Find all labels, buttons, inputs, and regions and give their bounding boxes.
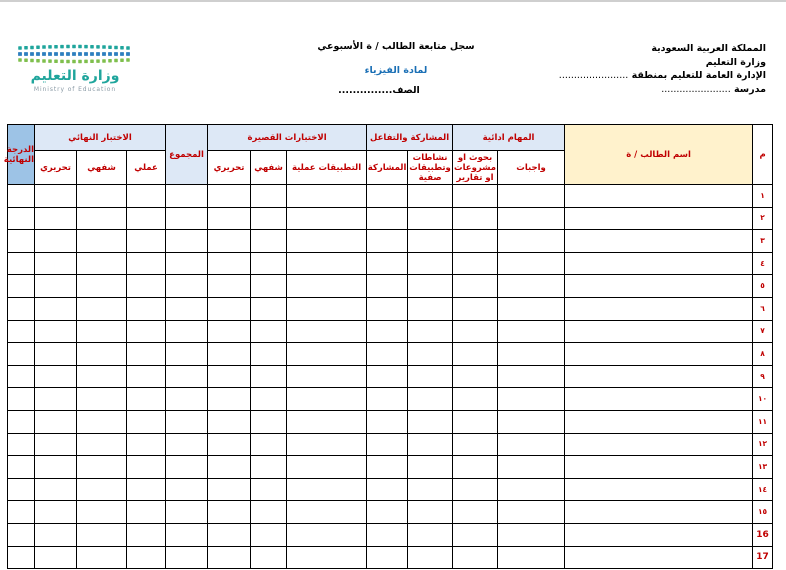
grade-cell[interactable]: [8, 433, 35, 456]
grade-cell[interactable]: [367, 388, 408, 411]
row-number: 17: [753, 546, 773, 569]
grade-cell[interactable]: [77, 297, 127, 320]
grade-cell[interactable]: [367, 343, 408, 366]
grade-cell[interactable]: [287, 501, 367, 524]
grade-cell[interactable]: [367, 523, 408, 546]
grade-cell[interactable]: [287, 275, 367, 298]
grade-cell[interactable]: [35, 185, 77, 208]
grade-cell[interactable]: [208, 410, 251, 433]
grade-cell[interactable]: [127, 252, 166, 275]
table-row: [8, 185, 773, 208]
grade-cell[interactable]: [408, 456, 453, 479]
header-final-exam: الاختبار النهائي: [35, 125, 166, 151]
student-name-cell[interactable]: [565, 252, 753, 275]
grade-cell[interactable]: [35, 320, 77, 343]
table-row: [8, 365, 773, 388]
grade-cell[interactable]: [127, 297, 166, 320]
row-number: ١٠: [753, 388, 773, 411]
grade-cell[interactable]: [77, 252, 127, 275]
grade-cell[interactable]: [453, 207, 498, 230]
grade-cell[interactable]: [208, 523, 251, 546]
grade-cell[interactable]: [77, 230, 127, 253]
grade-cell[interactable]: [287, 297, 367, 320]
class-field: الصف...............: [338, 85, 420, 96]
header-kingdom: المملكة العربية السعودية: [651, 43, 766, 54]
grade-cell[interactable]: [8, 388, 35, 411]
grade-cell[interactable]: [127, 185, 166, 208]
directorate-dots: .......................: [558, 70, 629, 81]
grade-cell[interactable]: [498, 365, 565, 388]
grade-cell[interactable]: [408, 207, 453, 230]
grade-cell[interactable]: [208, 230, 251, 253]
grade-cell[interactable]: [166, 230, 208, 253]
header-right-block: [526, 42, 766, 96]
grade-cell[interactable]: [35, 275, 77, 298]
student-name-cell[interactable]: [565, 523, 753, 546]
grade-cell[interactable]: [287, 478, 367, 501]
sub-participation: المشاركة: [367, 151, 408, 185]
grade-cell[interactable]: [498, 546, 565, 569]
table-row: [8, 523, 773, 546]
grade-cell[interactable]: [127, 523, 166, 546]
header-total: المجموع: [166, 125, 208, 185]
grade-cell[interactable]: [367, 410, 408, 433]
grade-cell[interactable]: [166, 275, 208, 298]
grade-cell[interactable]: [208, 365, 251, 388]
header-student-name: اسم الطالب / ة: [565, 125, 753, 185]
grade-cell[interactable]: [35, 343, 77, 366]
grade-cell[interactable]: [287, 365, 367, 388]
header-final-grade: الدرجة النهائية: [8, 125, 35, 185]
grade-cell[interactable]: [453, 388, 498, 411]
grade-cell[interactable]: [77, 546, 127, 569]
grade-cell[interactable]: [8, 185, 35, 208]
grade-cell[interactable]: [127, 478, 166, 501]
student-name-cell[interactable]: [565, 410, 753, 433]
row-number: ٢: [753, 207, 773, 230]
grade-cell[interactable]: [408, 275, 453, 298]
grade-cell[interactable]: [127, 320, 166, 343]
grade-cell[interactable]: [367, 546, 408, 569]
grade-cell[interactable]: [408, 365, 453, 388]
grade-cell[interactable]: [453, 185, 498, 208]
grade-cell[interactable]: [208, 546, 251, 569]
grade-cell[interactable]: [8, 410, 35, 433]
grade-cell[interactable]: [208, 207, 251, 230]
grade-cell[interactable]: [498, 230, 565, 253]
grade-cell[interactable]: [8, 456, 35, 479]
grade-cell[interactable]: [35, 546, 77, 569]
grade-cell[interactable]: [367, 185, 408, 208]
grade-cell[interactable]: [367, 365, 408, 388]
grade-cell[interactable]: [498, 320, 565, 343]
row-number: ١٥: [753, 501, 773, 524]
grade-cell[interactable]: [367, 230, 408, 253]
row-number: ١٤: [753, 478, 773, 501]
grade-cell[interactable]: [287, 230, 367, 253]
grade-cell[interactable]: [77, 365, 127, 388]
sub-oral: شفهي: [251, 151, 287, 185]
student-name-cell[interactable]: [565, 365, 753, 388]
student-name-cell[interactable]: [565, 456, 753, 479]
grade-cell[interactable]: [77, 185, 127, 208]
grade-cell[interactable]: [498, 388, 565, 411]
grade-cell[interactable]: [8, 207, 35, 230]
grade-cell[interactable]: [166, 297, 208, 320]
row-number: ٨: [753, 343, 773, 366]
grade-cell[interactable]: [35, 456, 77, 479]
grade-cell[interactable]: [498, 297, 565, 320]
grade-cell[interactable]: [166, 388, 208, 411]
student-name-cell[interactable]: [565, 478, 753, 501]
header-participation: المشاركة والتفاعل: [367, 125, 453, 151]
sub-written: تحريري: [208, 151, 251, 185]
grade-cell[interactable]: [35, 388, 77, 411]
grade-cell[interactable]: [367, 478, 408, 501]
grade-cell[interactable]: [251, 185, 287, 208]
grade-cell[interactable]: [8, 297, 35, 320]
grade-cell[interactable]: [127, 456, 166, 479]
grade-cell[interactable]: [8, 365, 35, 388]
grade-cell[interactable]: [453, 410, 498, 433]
grade-cell[interactable]: [8, 501, 35, 524]
grade-cell[interactable]: [208, 433, 251, 456]
grade-cell[interactable]: [367, 320, 408, 343]
row-number: ٤: [753, 252, 773, 275]
grade-cell[interactable]: [251, 230, 287, 253]
grade-cell[interactable]: [35, 410, 77, 433]
grade-cell[interactable]: [77, 523, 127, 546]
student-name-cell[interactable]: [565, 185, 753, 208]
grade-cell[interactable]: [77, 275, 127, 298]
grade-cell[interactable]: [8, 523, 35, 546]
logo-arabic-text: وزارة التعليم: [30, 68, 120, 84]
table-row: [8, 230, 773, 253]
grade-cell[interactable]: [498, 275, 565, 298]
grade-cell[interactable]: [408, 410, 453, 433]
grade-cell[interactable]: [287, 388, 367, 411]
grade-cell[interactable]: [208, 185, 251, 208]
grade-cell[interactable]: [166, 185, 208, 208]
grade-cell[interactable]: [8, 546, 35, 569]
grade-cell[interactable]: [408, 230, 453, 253]
grade-cell[interactable]: [453, 343, 498, 366]
grade-cell[interactable]: [166, 546, 208, 569]
grade-cell[interactable]: [287, 433, 367, 456]
grade-cell[interactable]: [251, 523, 287, 546]
grade-cell[interactable]: [251, 410, 287, 433]
grade-cell[interactable]: [35, 252, 77, 275]
row-number: ١: [753, 185, 773, 208]
grade-cell[interactable]: [35, 501, 77, 524]
grade-cell[interactable]: [208, 478, 251, 501]
student-name-cell[interactable]: [565, 388, 753, 411]
row-number: ٧: [753, 320, 773, 343]
table-row: [8, 433, 773, 456]
grade-cell[interactable]: [127, 433, 166, 456]
grade-cell[interactable]: [498, 523, 565, 546]
table-row: [8, 546, 773, 569]
table-row: [8, 320, 773, 343]
subject-label: لمادة الفيزياء: [364, 65, 428, 76]
grade-cell[interactable]: [251, 546, 287, 569]
sub-homework: واجبات: [498, 151, 565, 185]
grade-cell[interactable]: [408, 433, 453, 456]
grade-cell[interactable]: [453, 523, 498, 546]
grade-cell[interactable]: [35, 433, 77, 456]
grade-cell[interactable]: [251, 388, 287, 411]
grade-cell[interactable]: [35, 478, 77, 501]
grade-cell[interactable]: [367, 501, 408, 524]
table-row: [8, 410, 773, 433]
header-tasks: المهام ادائية: [453, 125, 565, 151]
student-name-cell[interactable]: [565, 207, 753, 230]
grade-cell[interactable]: [127, 388, 166, 411]
grade-cell[interactable]: [127, 275, 166, 298]
grade-cell[interactable]: [408, 501, 453, 524]
grade-cell[interactable]: [251, 365, 287, 388]
grade-cell[interactable]: [127, 207, 166, 230]
grade-cell[interactable]: [8, 343, 35, 366]
grade-cell[interactable]: [77, 410, 127, 433]
student-record-table: [3, 124, 773, 569]
student-name-cell[interactable]: [565, 501, 753, 524]
sub-final-written: تحريري: [35, 151, 77, 185]
grade-cell[interactable]: [453, 320, 498, 343]
grade-cell[interactable]: [287, 410, 367, 433]
grade-cell[interactable]: [408, 252, 453, 275]
grade-cell[interactable]: [166, 252, 208, 275]
grade-cell[interactable]: [35, 297, 77, 320]
grade-cell[interactable]: [498, 207, 565, 230]
grade-cell[interactable]: [166, 207, 208, 230]
grade-cell[interactable]: [408, 320, 453, 343]
document-title: سجل متابعة الطالب / ة الأسبوعي: [317, 41, 475, 52]
school-dots: .......................: [661, 83, 731, 95]
grade-cell[interactable]: [166, 410, 208, 433]
grade-cell[interactable]: [166, 433, 208, 456]
student-name-cell[interactable]: [565, 343, 753, 366]
grade-cell[interactable]: [498, 410, 565, 433]
grade-cell[interactable]: [127, 410, 166, 433]
grade-cell[interactable]: [251, 501, 287, 524]
row-number: ١٣: [753, 456, 773, 479]
header-school: مدرسة .......................: [661, 83, 766, 95]
table-row: [8, 501, 773, 524]
grade-cell[interactable]: [453, 230, 498, 253]
grade-cell[interactable]: [408, 297, 453, 320]
grade-cell[interactable]: [498, 501, 565, 524]
student-name-cell[interactable]: [565, 546, 753, 569]
grade-cell[interactable]: [251, 320, 287, 343]
grade-cell[interactable]: [251, 252, 287, 275]
student-name-cell[interactable]: [565, 297, 753, 320]
grade-cell[interactable]: [166, 343, 208, 366]
grade-cell[interactable]: [498, 433, 565, 456]
grade-cell[interactable]: [77, 501, 127, 524]
grade-cell[interactable]: [498, 252, 565, 275]
grade-cell[interactable]: [127, 230, 166, 253]
grade-cell[interactable]: [453, 252, 498, 275]
grade-cell[interactable]: [408, 523, 453, 546]
grade-cell[interactable]: [251, 433, 287, 456]
grade-cell[interactable]: [408, 546, 453, 569]
table-row: [8, 297, 773, 320]
logo-english-text: Ministry of Education: [33, 86, 117, 93]
grade-cell[interactable]: [498, 478, 565, 501]
table-row: [8, 388, 773, 411]
grade-cell[interactable]: [77, 433, 127, 456]
grade-cell[interactable]: [287, 456, 367, 479]
row-number: ٥: [753, 275, 773, 298]
grade-cell[interactable]: [498, 185, 565, 208]
grade-cell[interactable]: [287, 207, 367, 230]
grade-cell[interactable]: [453, 546, 498, 569]
row-number: ١٢: [753, 433, 773, 456]
grade-cell[interactable]: [287, 523, 367, 546]
grade-cell[interactable]: [251, 343, 287, 366]
top-border-line: [0, 0, 786, 2]
grade-cell[interactable]: [367, 297, 408, 320]
grade-cell[interactable]: [77, 343, 127, 366]
grade-cell[interactable]: [453, 297, 498, 320]
grade-cell[interactable]: [8, 275, 35, 298]
grade-cell[interactable]: [208, 388, 251, 411]
grade-cell[interactable]: [77, 456, 127, 479]
grade-cell[interactable]: [35, 230, 77, 253]
grade-cell[interactable]: [208, 252, 251, 275]
grade-cell[interactable]: [8, 478, 35, 501]
grade-cell[interactable]: [166, 523, 208, 546]
grade-cell[interactable]: [127, 546, 166, 569]
grade-cell[interactable]: [287, 320, 367, 343]
header-ministry: وزارة التعليم: [705, 56, 766, 68]
grade-cell[interactable]: [35, 207, 77, 230]
grade-cell[interactable]: [251, 275, 287, 298]
student-name-cell[interactable]: [565, 320, 753, 343]
grade-cell[interactable]: [453, 433, 498, 456]
sub-final-oral: شفهي: [77, 151, 127, 185]
grade-cell[interactable]: [453, 501, 498, 524]
grade-cell[interactable]: [408, 478, 453, 501]
row-number: 16: [753, 523, 773, 546]
sub-final-practical: عملي: [127, 151, 166, 185]
grade-cell[interactable]: [251, 297, 287, 320]
grade-cell[interactable]: [367, 207, 408, 230]
grade-cell[interactable]: [208, 501, 251, 524]
grade-cell[interactable]: [498, 456, 565, 479]
grade-cell[interactable]: [251, 207, 287, 230]
student-name-cell[interactable]: [565, 230, 753, 253]
grade-cell[interactable]: [287, 185, 367, 208]
grade-cell[interactable]: [367, 252, 408, 275]
grade-cell[interactable]: [77, 478, 127, 501]
grade-cell[interactable]: [453, 365, 498, 388]
grade-cell[interactable]: [408, 343, 453, 366]
table-row: [8, 478, 773, 501]
grade-cell[interactable]: [208, 297, 251, 320]
row-number: ٩: [753, 365, 773, 388]
grade-cell[interactable]: [35, 365, 77, 388]
grade-cell[interactable]: [208, 343, 251, 366]
table-row: [8, 275, 773, 298]
table-row: [8, 456, 773, 479]
grade-cell[interactable]: [287, 546, 367, 569]
grade-cell[interactable]: [166, 478, 208, 501]
grade-cell[interactable]: [367, 275, 408, 298]
grade-cell[interactable]: [127, 501, 166, 524]
class-dots: ...............: [338, 85, 393, 96]
grade-cell[interactable]: [166, 456, 208, 479]
row-number: ٦: [753, 297, 773, 320]
grade-cell[interactable]: [453, 478, 498, 501]
grade-cell[interactable]: [77, 388, 127, 411]
grade-cell[interactable]: [287, 252, 367, 275]
table-row: [8, 252, 773, 275]
grade-cell[interactable]: [208, 275, 251, 298]
grade-cell[interactable]: [127, 365, 166, 388]
row-number: ١١: [753, 410, 773, 433]
grade-cell[interactable]: [408, 185, 453, 208]
grade-cell[interactable]: [367, 456, 408, 479]
header-center-block: [296, 40, 496, 97]
grade-cell[interactable]: [367, 433, 408, 456]
grade-cell[interactable]: [408, 388, 453, 411]
grade-cell[interactable]: [208, 456, 251, 479]
grade-cell[interactable]: [8, 252, 35, 275]
grade-cell[interactable]: [287, 343, 367, 366]
sub-research: بحوث او مشروعات او تقارير: [454, 152, 497, 183]
row-number: ٣: [753, 230, 773, 253]
header-short-tests: الاختبارات القصيرة: [208, 125, 367, 151]
grade-cell[interactable]: [251, 478, 287, 501]
table-row: [8, 207, 773, 230]
grade-cell[interactable]: [166, 501, 208, 524]
sub-practical: التطبيقات عملية: [287, 151, 367, 185]
grade-cell[interactable]: [35, 523, 77, 546]
grade-cell[interactable]: [77, 207, 127, 230]
student-name-cell[interactable]: [565, 275, 753, 298]
grade-cell[interactable]: [453, 456, 498, 479]
table-row: [8, 343, 773, 366]
grade-cell[interactable]: [208, 320, 251, 343]
grade-cell[interactable]: [77, 320, 127, 343]
grade-cell[interactable]: [453, 275, 498, 298]
grade-cell[interactable]: [8, 230, 35, 253]
student-name-cell[interactable]: [565, 433, 753, 456]
header-num: م: [753, 125, 773, 185]
grade-cell[interactable]: [127, 343, 166, 366]
header-directorate: الإدارة العامة للتعليم بمنطقة .......................: [558, 70, 766, 81]
grade-cell[interactable]: [251, 456, 287, 479]
grade-cell[interactable]: [166, 320, 208, 343]
grade-cell[interactable]: [498, 343, 565, 366]
grade-cell[interactable]: [8, 320, 35, 343]
grade-cell[interactable]: [166, 365, 208, 388]
sub-activities: نشاطات وتطبيقات صفية: [409, 152, 451, 183]
